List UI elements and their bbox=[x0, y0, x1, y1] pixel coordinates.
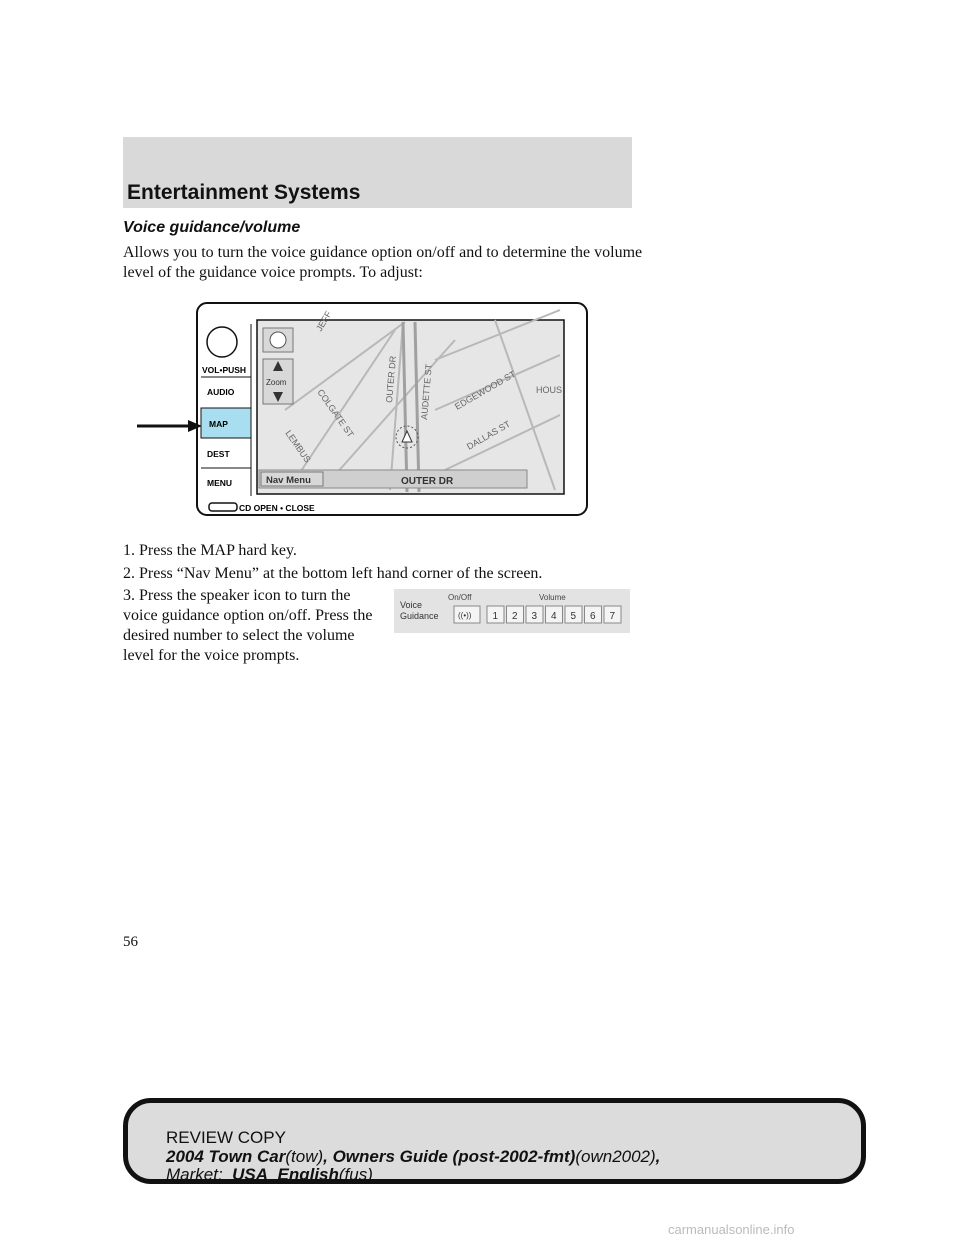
street-label: DALLAS ST bbox=[465, 418, 513, 452]
footer-comma: , bbox=[655, 1147, 661, 1166]
street-label: LEMBUS bbox=[283, 428, 313, 465]
footer-market: USA_English bbox=[232, 1165, 339, 1184]
dest-key-label[interactable]: DEST bbox=[207, 449, 230, 459]
street-label: JEFF bbox=[314, 309, 334, 333]
vol-push-label: VOL•PUSH bbox=[202, 365, 247, 375]
footer-guide-code: (own2002) bbox=[575, 1147, 656, 1166]
step-1: 1. Press the MAP hard key. bbox=[123, 542, 297, 559]
head-unit-figure bbox=[135, 300, 590, 520]
step-2: 2. Press “Nav Menu” at the bottom left hand corner of the screen. bbox=[123, 565, 543, 582]
watermark: carmanualsonline.info bbox=[668, 1222, 795, 1237]
intro-paragraph: Allows you to turn the voice guidance option on/off and to determine the volume level of the guidance voice prompts. To adjust: bbox=[123, 244, 643, 281]
footer-model-code: (tow) bbox=[285, 1147, 324, 1166]
footer-market-label: Market: bbox=[166, 1165, 223, 1184]
volume-level-label: 7 bbox=[609, 611, 616, 622]
speaker-icon: ((•)) bbox=[458, 611, 472, 620]
footer-guide: , Owners Guide (post-2002-fmt) bbox=[323, 1147, 576, 1166]
review-copy-label: REVIEW COPY bbox=[166, 1128, 286, 1147]
footer-model: 2004 Town Car bbox=[166, 1147, 286, 1166]
onoff-label: On/Off bbox=[448, 593, 472, 602]
current-street-label: OUTER DR bbox=[401, 476, 454, 487]
volume-level-label: 5 bbox=[570, 611, 577, 622]
audio-key-label[interactable]: AUDIO bbox=[207, 387, 235, 397]
subheading: Voice guidance/volume bbox=[123, 219, 301, 236]
cd-open-close-label: CD OPEN • CLOSE bbox=[239, 503, 315, 513]
street-label: HOUS bbox=[536, 385, 563, 395]
footer-model-line bbox=[166, 1147, 660, 1167]
nav-menu-label: Nav Menu bbox=[266, 475, 311, 486]
menu-key-label[interactable]: MENU bbox=[207, 478, 233, 488]
volume-level-label: 4 bbox=[551, 611, 557, 622]
step-3: 3. Press the speaker icon to turn the voice guidance option on/off. Press the desired number to select the volume level for the voice prompts. bbox=[123, 587, 373, 664]
volume-knob[interactable] bbox=[207, 327, 237, 357]
street-label: EDGEWOOD ST bbox=[453, 368, 518, 412]
map-key-label[interactable]: MAP bbox=[209, 419, 228, 429]
page-number: 56 bbox=[123, 934, 138, 950]
section-title: Entertainment Systems bbox=[127, 181, 361, 204]
volume-level-label: 1 bbox=[492, 611, 499, 622]
street-label: AUDETTE ST bbox=[419, 363, 434, 421]
compass-icon bbox=[270, 332, 286, 348]
volume-label: Volume bbox=[539, 593, 566, 602]
voice-guidance-panel bbox=[394, 589, 630, 633]
voice-guidance-label-1: Voice bbox=[400, 600, 423, 610]
voice-guidance-label-2: Guidance bbox=[400, 611, 439, 621]
footer-market-code: (fus) bbox=[338, 1165, 373, 1184]
volume-level-label: 2 bbox=[512, 611, 518, 622]
street-label: OUTER DR bbox=[384, 355, 399, 404]
zoom-label: Zoom bbox=[266, 378, 287, 387]
cd-slot-icon[interactable] bbox=[209, 503, 237, 511]
volume-level-label: 6 bbox=[590, 611, 596, 622]
street-label: COLGATE ST bbox=[315, 387, 356, 440]
footer-market-line bbox=[166, 1165, 373, 1185]
volume-level-label: 3 bbox=[531, 611, 538, 622]
